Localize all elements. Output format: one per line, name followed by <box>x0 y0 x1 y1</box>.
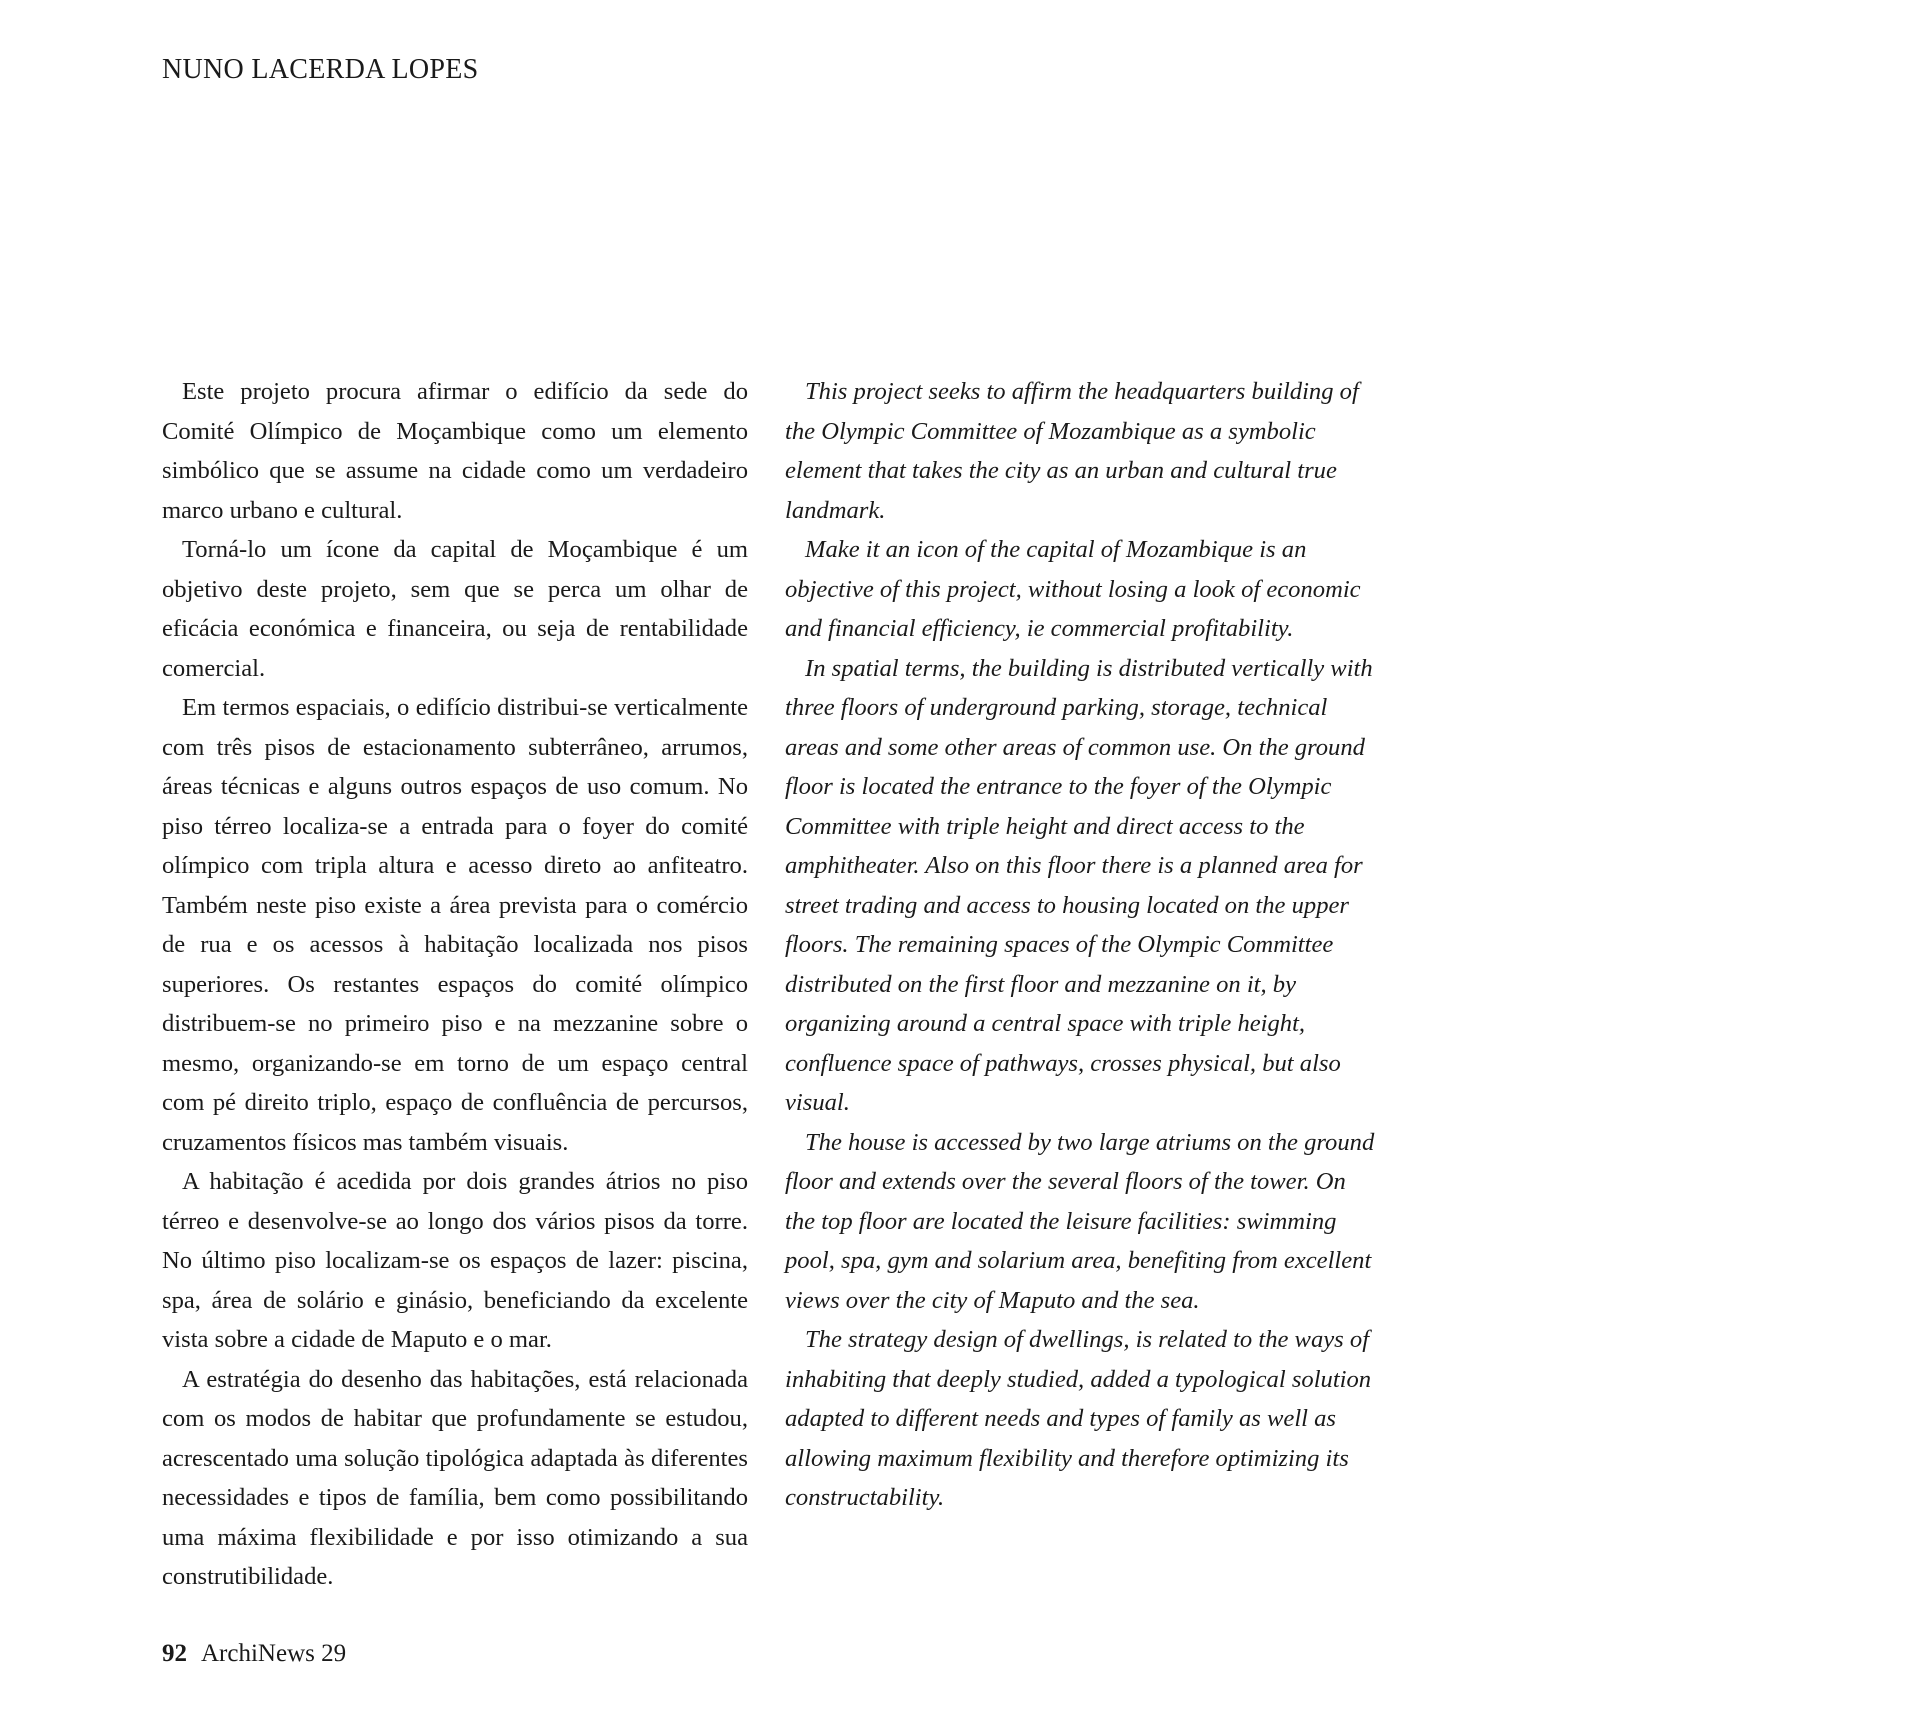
page-footer <box>162 1640 346 1668</box>
en-paragraph: Make it an icon of the capital of Mozambique is an objective of this project, without losing a look of economic and financial efficiency, ie commercial profitability. <box>785 536 1361 642</box>
en-paragraph: In spatial terms, the building is distributed vertically with three floors of underground parking, storage, technical areas and some other areas of common use. On the ground floor is located the entrance to the foyer of the Olympic Committee with triple height and direct access to the amphitheater. Also on this floor there is a planned area for street trading and access to housing located on the upper floors. The remaining spaces of the Olympic Committee distributed on the first floor and mezzanine on it, by organizing around a central space with triple height, confluence space of pathways, crosses physical, but also visual. <box>785 654 1373 1116</box>
en-paragraph: This project seeks to affirm the headquarters building of the Olympic Committee of Mozambique as a symbolic element that takes the city as an urban and cultural true landmark. <box>785 378 1359 524</box>
running-header-author: NUNO LACERDA LOPES <box>162 54 479 85</box>
pt-paragraph: A habitação é acedida por dois grandes átrios no piso térreo e desenvolve-se ao longo dos vários pisos da torre. No último piso localizam-se os espaços de lazer: piscina, spa, área de solário e ginásio, beneficiando da excelente vista sobre a cidade de Maputo e o mar. <box>162 1168 748 1353</box>
pt-paragraph: Em termos espaciais, o edifício distribui-se verticalmente com três pisos de estacionamento subterrâneo, arrumos, áreas técnicas e alguns outros espaços de uso comum. No piso térreo localiza-se a entrada para o foyer do comité olímpico com tripla altura e acesso direto ao anfiteatro. Também neste piso existe a área prevista para o comércio de rua e os acessos à habitação localizada nos pisos superiores. Os restantes espaços do comité olímpico distribuem-se no primeiro piso e na mezzanine sobre o mesmo, organizando-se em torno de um espaço central com pé direito triplo, espaço de confluência de percursos, cruzamentos físicos mas também visuais. <box>162 694 748 1156</box>
pt-paragraph: A estratégia do desenho das habitações, está relacionada com os modos de habitar que profundamente se estudou, acrescentado uma solução tipológica adaptada às diferentes necessidades e tipos de família, bem como possibilitando uma máxima flexibilidade e por isso otimizando a sua construtibilidade. <box>162 1365 748 1590</box>
en-paragraph: The strategy design of dwellings, is related to the ways of inhabiting that deeply studied, added a typological solution adapted to different needs and types of family as well as allowing maximum flexibility and therefore optimizing its constructability. <box>785 1326 1372 1511</box>
page-number: 92 <box>162 1640 187 1667</box>
publication-name: ArchiNews 29 <box>201 1640 347 1667</box>
en-paragraph: The house is accessed by two large atriums on the ground floor and extends over the several floors of the tower. On the top floor are located the leisure facilities: swimming pool, spa, gym and solarium area, benefiting from excellent views over the city of Maputo and the sea. <box>785 1128 1375 1314</box>
pt-paragraph: Torná-lo um ícone da capital de Moçambique é um objetivo deste projeto, sem que se perca um olhar de eficácia económica e financeira, ou seja de rentabilidade comercial. <box>162 536 748 682</box>
portuguese-text-column <box>162 372 748 1597</box>
pt-paragraph: Este projeto procura afirmar o edifício da sede do Comité Olímpico de Moçambique como um elemento simbólico que se assume na cidade como um verdadeiro marco urbano e cultural. <box>162 378 748 524</box>
english-text-column <box>785 372 1381 1518</box>
